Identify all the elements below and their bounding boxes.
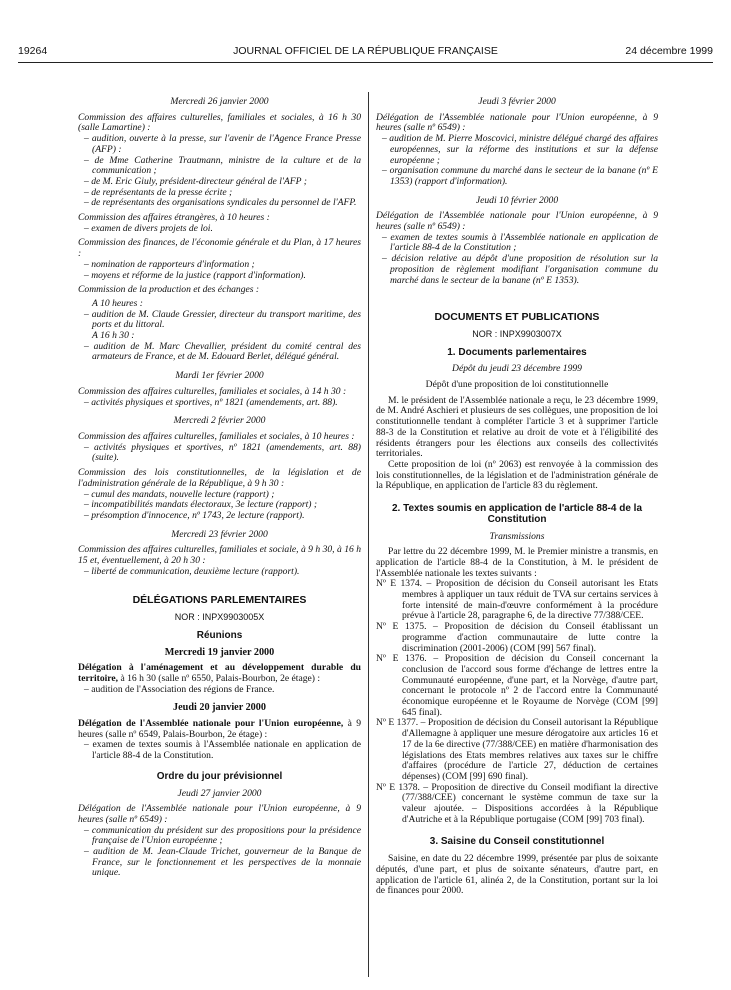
agenda-item: – décision relative au dépôt d'une proposition de résolution sur la proposition de règlement modifiant l'organisation commune du marché dans le secteur de la banane (nº E 1353). [382,253,658,286]
agenda-item: – nomination de rapporteurs d'information ; [84,258,255,270]
delegation-entry [78,719,361,740]
nor-reference: NOR : INPX9903005X [174,612,265,623]
paragraph: Par lettre du 22 décembre 1999, M. le Premier ministre a transmis, en application de l'article 88-4 de la Constitution, à M. le président de l'Assemblée nationale les textes suivants : [376,546,658,579]
time-label: A 16 h 30 : [92,330,135,342]
eu-text-entry: Nº E 1378. – Proposition de directive du Conseil modifiant la directive (77/388/CEE) concernant le système commun de taxe sur la valeur ajoutée. – Dispositions accordées à la République d'Autriche et à la République portugaise (COM [99] 703 final). [376,781,658,825]
agenda-item: – audition de l'Association des régions de France. [84,683,275,695]
agenda-item: – organisation commune du marché dans le secteur de la banane (nº E 1353) (rapport d'information). [382,165,658,187]
eu-text-entry: Nº E 1376. – Proposition de décision du Conseil concernant la conclusion de l'accord sous forme d'échange de lettres entre la Communauté européenne, d'une part, et la Norvège, d'autre part, concernant le protocole nº 2 de l'accord entre la Communauté économique européenne et le Royaume de Norvège (COM [99] 645 final). [376,653,658,718]
delegation-name: Délégation de l'Assemblée nationale pour l'Union européenne, [78,718,344,730]
delegation-entry: Délégation de l'Assemblée nationale pour l'Union européenne, à 9 heures (salle nº 6549) : [78,803,361,825]
subsection-title: Réunions [196,629,243,641]
column-divider [368,92,369,977]
meeting-date: Mercredi 23 février 2000 [171,528,268,540]
paragraph: Saisine, en date du 22 décembre 1999, présentée par plus de soixante députés, d'une part, et plus de soixante sénateurs, d'autre part, en application de l'article 61, alinéa 2, de la Constitution, portant sur la loi de finances pour 2000. [376,853,658,897]
meeting-date: Jeudi 20 janvier 2000 [173,702,266,714]
meeting-date: Mardi 1er février 2000 [175,370,264,382]
section-title: DÉLÉGATIONS PARLEMENTAIRES [132,594,307,607]
journal-title: JOURNAL OFFICIEL DE LA RÉPUBLIQUE FRANÇAISE [233,45,498,57]
delegation-details: à 16 h 30 (salle nº 6550, Palais-Bourbon, 2e étage) : [118,672,321,684]
committee-entry: Commission des affaires culturelles, familiales et sociales, à 10 heures : [78,430,355,442]
committee-entry: Commission des affaires étrangères, à 10 heures : [78,212,270,224]
agenda-item: – activités physiques et sportives, nº 1821 (amendements, art. 88). [84,396,338,408]
agenda-item: – de Mme Catherine Trautmann, ministre de la culture et de la communication ; [84,154,361,177]
agenda-item: – de représentants des organisations syndicales du personnel de l'AFP. [84,197,357,209]
paragraph: Cette proposition de loi (nº 2063) est renvoyée à la commission des lois constitutionnelles, de la législation et de l'administration générale de la République, en application de l'article 83 du règlement. [376,458,658,492]
section-title: DOCUMENTS ET PUBLICATIONS [434,311,600,324]
delegation-details: à 9 heures (salle nº 6549, Palais-Bourbon, 2e étage) : [78,718,361,740]
left-column [78,97,361,879]
committee-entry: Commission de la production et des échanges : [78,284,260,296]
agenda-item: – examen de textes soumis à l'Assemblée nationale en application de l'article 88-4 de la Constitution. [84,739,361,762]
committee-entry: Commission des lois constitutionnelles, de la législation et de l'administration générale de la République, à 9 h 30 : [78,467,361,489]
agenda-item: – de représentants de la presse écrite ; [84,186,233,198]
time-label: A 10 heures : [92,297,143,309]
agenda-item: – audition de M. Marc Chevallier, président du comité central des armateurs de France, et de M. Edouard Berlet, délégué général. [84,340,361,363]
deposit-subtitle: Dépôt d'une proposition de loi constitutionnelle [425,379,609,391]
delegation-entry [78,663,361,684]
right-column [376,97,658,897]
agenda-item: – communication du président sur des propositions pour la présidence française de l'Union européenne ; [84,824,361,847]
subsection-title: 1. Documents parlementaires [447,346,587,358]
agenda-item: – liberté de communication, deuxième lecture (rapport). [84,565,300,577]
subsection-title: 2. Textes soumis en application de l'article 88-4 de la Constitution [391,503,643,525]
agenda-item: – cumul des mandats, nouvelle lecture (rapport) ; [84,488,275,500]
agenda-item: – présomption d'innocence, nº 1743, 2e lecture (rapport). [84,509,305,521]
committee-entry: Commission des affaires culturelles, familiales et sociale, à 9 h 30, à 16 h 15 et, éventuellement, à 20 h 30 : [78,544,361,567]
agenda-item: – examen de divers projets de loi. [84,222,213,234]
meeting-date: Mercredi 19 janvier 2000 [164,646,275,658]
agenda-item: – audition de M. Pierre Moscovici, ministre délégué chargé des affaires européennes, sur la réforme des institutions et sur la défense européenne ; [382,133,658,166]
delegation-entry: Délégation de l'Assemblée nationale pour l'Union européenne, à 9 heures (salle nº 6549) : [376,111,658,134]
committee-entry: Commission des affaires culturelles, familiales et sociales, à 16 h 30 (salle Lamartine) : [78,111,361,134]
issue-date: 24 décembre 1999 [625,45,713,57]
agenda-item: – incompatibilités mandats électoraux, 3e lecture (rapport) ; [84,499,318,511]
meeting-date: Jeudi 3 février 2000 [478,96,556,107]
eu-text-entry: Nº E 1374. – Proposition de décision du Conseil autorisant les Etats membres à appliquer un taux réduit de TVA sur certains services à forte intensité de main-d'œuvre conformément à la procédure prévue à l'article 28, paragraphe 6, de la directive 77/388/CEE. [376,578,658,622]
delegation-entry: Délégation de l'Assemblée nationale pour l'Union européenne, à 9 heures (salle nº 6549) : [376,210,658,233]
agenda-item: – audition de M. Claude Gressier, directeur du transport maritime, des ports et du littoral. [84,308,361,331]
subsection-title: 3. Saisine du Conseil constitutionnel [429,836,605,848]
deposit-date: Dépôt du jeudi 23 décembre 1999 [452,363,582,375]
paragraph: M. le président de l'Assemblée nationale a reçu, le 23 décembre 1999, de M. André Aschieri et plusieurs de ses collègues, une proposition de loi constitutionnelle tendant à compléter l'article 3 et à supprimer l'article 88-3 de la Constitution et relative au droit de vote et à l'éligibilité des résidents étrangers pour les élections aux conseils des collectivités territoriales. [376,394,658,460]
header-rule [18,62,713,63]
nor-reference: NOR : INPX9903007X [472,328,562,339]
subsection-title: Ordre du jour prévisionnel [156,770,283,782]
agenda-item: – de M. Eric Giuly, président-directeur général de l'AFP ; [84,175,307,187]
agenda-item: – activités physiques et sportives, nº 1821 (amendements, art. 88) (suite). [84,441,361,464]
agenda-item: – audition de M. Jean-Claude Trichet, gouverneur de la Banque de France, sur le fonctionnement et les perspectives de la monnaie unique. [84,846,361,879]
eu-text-entry: Nº E 1377. – Proposition de décision du Conseil autorisant la République d'Allemagne à appliquer une mesure dérogatoire aux articles 16 et 17 de la 6e directive (77/388/CEE) en matière d'harmonisation des législations des Etats membres relatives aux taxes sur le chiffre d'affaires (procédure de l'article 27, déduction de certaines dépenses) (COM [99] 690 final). [376,717,658,782]
delegation-name: Délégation à l'aménagement et au développement durable du territoire, [78,662,361,684]
page-number: 19264 [18,45,48,57]
meeting-date: Mercredi 26 janvier 2000 [170,96,269,107]
transmissions-label: Transmissions [489,530,545,542]
committee-entry: Commission des finances, de l'économie générale et du Plan, à 17 heures : [78,237,361,260]
agenda-item: – moyens et réforme de la justice (rapport d'information). [84,269,306,281]
agenda-item: – examen de textes soumis à l'Assemblée nationale en application de l'article 88-4 de la Constitution ; [382,231,658,254]
committee-entry: Commission des affaires culturelles, familiales et sociales, à 14 h 30 : [78,385,347,397]
eu-text-entry: Nº E 1375. – Proposition de décision du Conseil établissant un programme d'action communautaire de lutte contre la discrimination (2001-2006) (COM [99] 567 final). [376,621,658,654]
meeting-date: Jeudi 27 janvier 2000 [177,787,262,799]
agenda-item: – audition, ouverte à la presse, sur l'avenir de l'Agence France Presse (AFP) : [84,133,361,155]
meeting-date: Mercredi 2 février 2000 [173,415,266,427]
page-header [18,40,713,60]
meeting-date: Jeudi 10 février 2000 [475,194,559,206]
